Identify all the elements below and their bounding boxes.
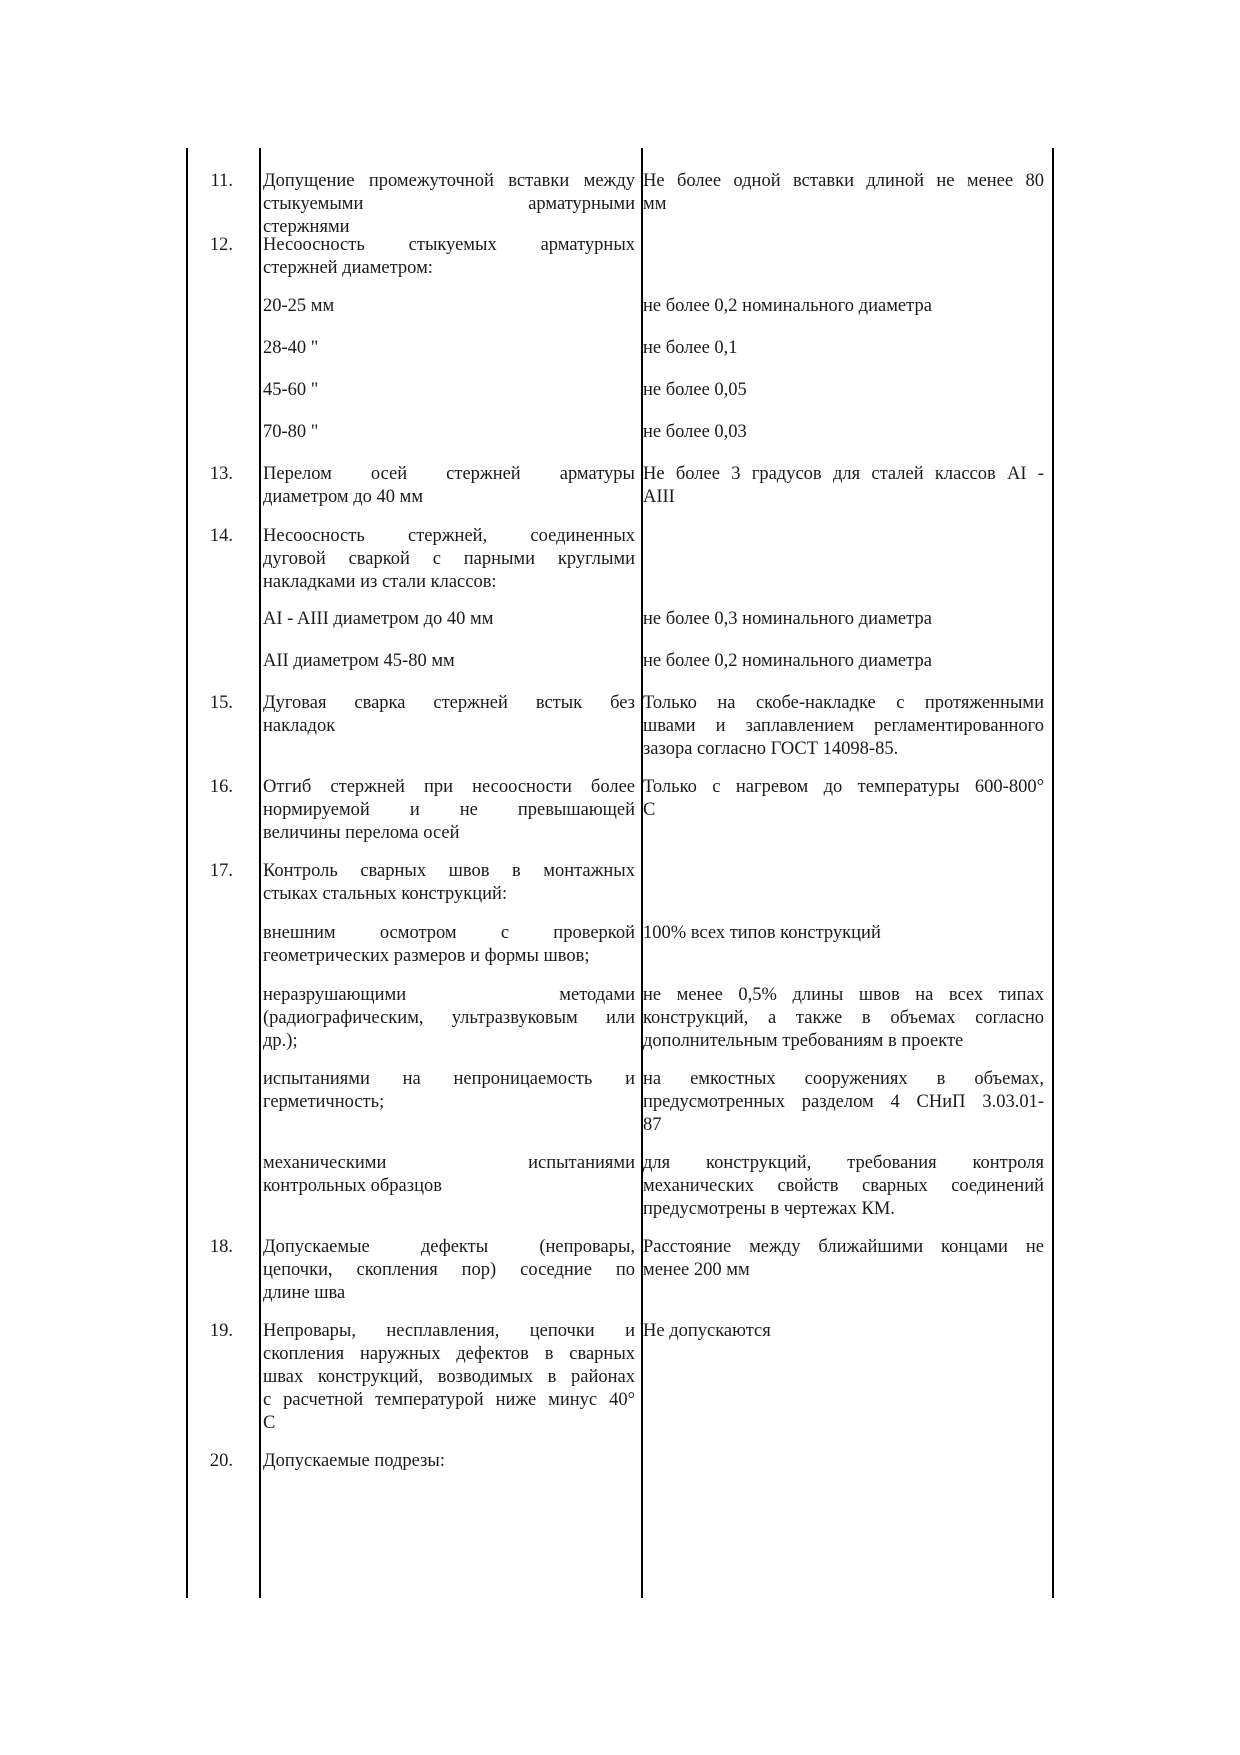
row-requirement [643, 650, 1044, 673]
table-row [0, 170, 1240, 239]
row-description [263, 1320, 635, 1435]
row-requirement [643, 337, 1044, 360]
table-row [0, 922, 1240, 968]
row-requirement [643, 922, 1044, 968]
row-number [0, 295, 256, 318]
table-row [0, 984, 1240, 1053]
row-description [263, 922, 635, 968]
description-line: геометрических размеров и формы швов; [263, 946, 590, 966]
requirement-line: не более 0,03 [643, 422, 747, 442]
row-number [0, 984, 256, 1053]
requirement-line: предусмотрены в чертежах КМ. [643, 1199, 895, 1219]
row-description [263, 692, 635, 761]
description-line: Контроль сварных швов в монтажных [263, 861, 635, 881]
table-row [0, 650, 1240, 673]
requirement-line: AIII [643, 487, 675, 507]
row-number: 16. [209, 777, 233, 797]
requirement-line: Только с нагревом до температуры 600-800° [643, 777, 1044, 797]
description-line: скопления наружных дефектов в сварных [263, 1344, 635, 1364]
requirement-line: С [643, 800, 656, 820]
description-line: испытаниями на непроницаемость и [263, 1069, 635, 1089]
description-line: AI - AIII диаметром до 40 мм [263, 609, 494, 629]
description-line: цепочки, скопления пор) соседние по [263, 1260, 635, 1280]
row-description [263, 337, 635, 360]
row-description [263, 984, 635, 1053]
requirement-line: 100% всех типов конструкций [643, 923, 881, 943]
row-requirement [643, 463, 1044, 509]
row-description [263, 1236, 635, 1305]
table-row [0, 1320, 1240, 1435]
row-description [263, 1068, 635, 1137]
table-row [0, 776, 1240, 845]
row-requirement [643, 1152, 1044, 1221]
description-line: Допускаемые подрезы: [263, 1451, 445, 1471]
description-line: механическими испытаниями [263, 1153, 635, 1173]
row-requirement [643, 776, 1044, 845]
requirement-line: для конструкций, требования контроля [643, 1153, 1044, 1173]
description-line: Дуговая сварка стержней встык без [263, 693, 635, 713]
description-line: стыках стальных конструкций: [263, 884, 508, 904]
requirement-line: не более 0,2 номинального диаметра [643, 296, 932, 316]
requirement-line: механических свойств сварных соединений [643, 1176, 1044, 1196]
requirement-line: 87 [643, 1115, 662, 1135]
row-description [263, 650, 635, 673]
row-description [263, 608, 635, 631]
description-line: др.); [263, 1031, 298, 1051]
table-row [0, 421, 1240, 444]
row-description [263, 776, 635, 845]
table-row [0, 295, 1240, 318]
description-line: 45-60 " [263, 380, 319, 400]
table-row [0, 692, 1240, 761]
row-description [263, 1152, 635, 1221]
row-requirement [643, 860, 1044, 906]
row-number: 14. [209, 526, 233, 546]
description-line: Допущение промежуточной вставки между стыкуемыми арматурными [263, 171, 635, 214]
description-line: накладок [263, 716, 336, 736]
row-description [263, 463, 635, 509]
row-description [263, 379, 635, 402]
description-line: с расчетной температурой ниже минус 40° [263, 1390, 635, 1410]
description-line: Допускаемые дефекты (непровары, [263, 1237, 635, 1257]
table-row [0, 860, 1240, 906]
row-description [263, 860, 635, 906]
description-line: дуговой сваркой с парными круглыми [263, 549, 635, 569]
row-requirement [643, 984, 1044, 1053]
row-requirement [643, 1236, 1044, 1305]
requirement-line: Только на скобе-накладке с протяженными [643, 693, 1044, 713]
row-description [263, 421, 635, 444]
row-number: 15. [209, 693, 233, 713]
row-description [263, 170, 635, 239]
row-description [263, 1450, 635, 1473]
table-row [0, 525, 1240, 594]
description-line: величины перелома осей [263, 823, 460, 843]
row-description [263, 234, 635, 280]
row-requirement [643, 421, 1044, 444]
description-line: стержнями [263, 217, 350, 237]
row-requirement [643, 170, 1044, 239]
row-number [0, 608, 256, 631]
requirement-line: зазора согласно ГОСТ 14098-85. [643, 739, 899, 759]
requirement-line: на емкостных сооружениях в объемах, [643, 1069, 1044, 1089]
description-line: 20-25 мм [263, 296, 335, 316]
table-row [0, 608, 1240, 631]
row-requirement [643, 525, 1044, 594]
row-requirement [643, 1320, 1044, 1435]
row-number: 18. [209, 1237, 233, 1257]
requirement-line: Расстояние между ближайшими концами не [643, 1237, 1044, 1257]
description-line: Несоосность стержней, соединенных [263, 526, 635, 546]
description-line: накладками из стали классов: [263, 572, 497, 592]
description-line: AII диаметром 45-80 мм [263, 651, 455, 671]
table-row [0, 463, 1240, 509]
description-line: герметичность; [263, 1092, 385, 1112]
requirement-line: не более 0,1 [643, 338, 738, 358]
description-line: Непровары, несплавления, цепочки и [263, 1321, 635, 1341]
requirement-line: швами и заплавлением регламентированного [643, 716, 1044, 736]
description-line: контрольных образцов [263, 1176, 442, 1196]
description-line: нормируемой и не превышающей [263, 800, 635, 820]
description-line: С [263, 1413, 276, 1433]
row-description [263, 295, 635, 318]
row-requirement [643, 692, 1044, 761]
row-number: 17. [209, 861, 233, 881]
table-row [0, 1152, 1240, 1221]
requirement-line: менее 200 мм [643, 1260, 750, 1280]
row-description [263, 525, 635, 594]
description-line: 70-80 " [263, 422, 319, 442]
row-number: 13. [209, 464, 233, 484]
row-number [0, 922, 256, 968]
description-line: швах конструкций, возводимых в районах [263, 1367, 635, 1387]
table-row [0, 337, 1240, 360]
requirement-line: не более 0,05 [643, 380, 747, 400]
table-row [0, 234, 1240, 280]
requirement-line: мм [643, 194, 667, 214]
table-row [0, 1450, 1240, 1473]
row-number [0, 379, 256, 402]
description-line: Перелом осей стержней арматуры [263, 464, 635, 484]
description-line: 28-40 " [263, 338, 319, 358]
description-line: внешним осмотром с проверкой [263, 923, 635, 943]
table-row [0, 1236, 1240, 1305]
row-number [0, 421, 256, 444]
requirement-line: предусмотренных разделом 4 СНиП 3.03.01- [643, 1092, 1044, 1112]
row-number: 20. [209, 1451, 233, 1471]
row-number: 19. [209, 1321, 233, 1341]
requirement-line: Не более 3 градусов для сталей классов AI - [643, 464, 1044, 484]
requirement-line: не менее 0,5% длины швов на всех типах [643, 985, 1044, 1005]
requirement-line: конструкций, а также в объемах согласно [643, 1008, 1044, 1028]
description-line: диаметром до 40 мм [263, 487, 424, 507]
description-line: неразрушающими методами [263, 985, 635, 1005]
row-number [0, 650, 256, 673]
table-row [0, 379, 1240, 402]
row-requirement [643, 608, 1044, 631]
requirement-line: не более 0,2 номинального диаметра [643, 651, 932, 671]
row-number [0, 1152, 256, 1221]
row-requirement [643, 1450, 1044, 1473]
row-number: 11. [210, 171, 233, 191]
row-number [0, 337, 256, 360]
requirement-line: Не допускаются [643, 1321, 771, 1341]
requirement-line: Не более одной вставки длиной не менее 80 [643, 171, 1044, 191]
row-requirement [643, 379, 1044, 402]
requirement-line: дополнительным требованиям в проекте [643, 1031, 964, 1051]
description-line: Несоосность стыкуемых арматурных [263, 235, 635, 255]
description-line: (радиографическим, ультразвуковым или [263, 1008, 635, 1028]
table-row [0, 1068, 1240, 1137]
description-line: стержней диаметром: [263, 258, 433, 278]
row-number: 12. [209, 235, 233, 255]
row-requirement [643, 234, 1044, 280]
description-line: длине шва [263, 1283, 346, 1303]
row-number [0, 1068, 256, 1137]
row-requirement [643, 295, 1044, 318]
row-requirement [643, 1068, 1044, 1137]
requirement-line: не более 0,3 номинального диаметра [643, 609, 932, 629]
description-line: Отгиб стержней при несоосности более [263, 777, 635, 797]
